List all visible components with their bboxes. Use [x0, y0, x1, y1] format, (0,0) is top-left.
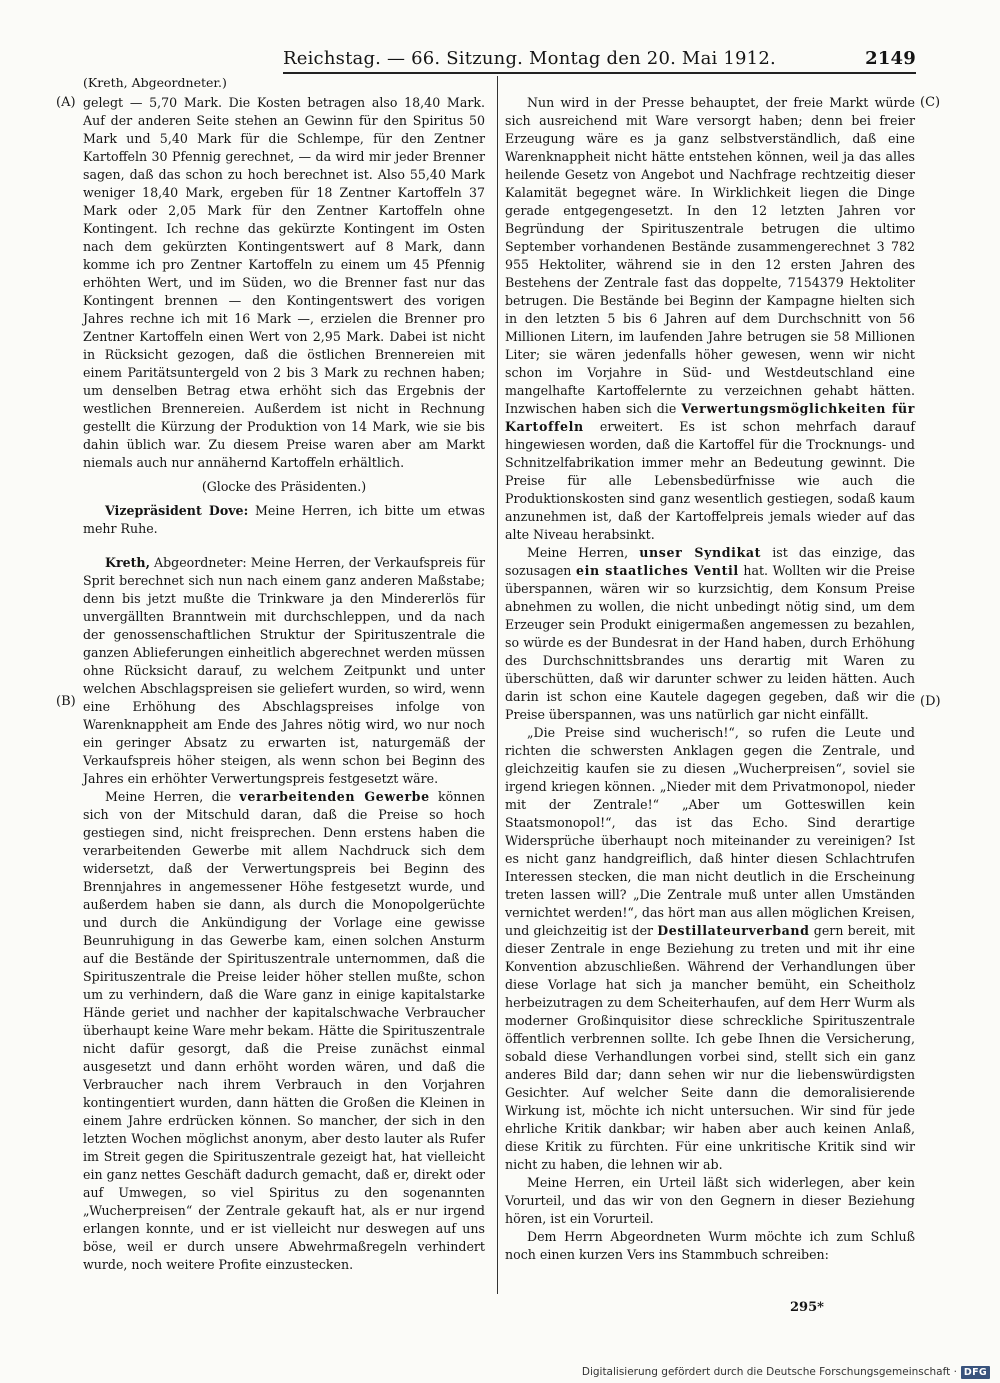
speech-text: Meine Herren, ich bitte um etwas mehr Ruhe. [83, 503, 485, 536]
speaker-name: Kreth, [105, 555, 150, 570]
margin-marker-a: (A) [56, 95, 76, 110]
speaker-head: (Kreth, Abgeordneter.) [83, 75, 227, 90]
speech-text: Meine Herren, die [105, 789, 240, 804]
paragraph [83, 788, 485, 1274]
speaker-name: Vizepräsident Dove: [105, 503, 249, 518]
emphasis: Verwertungsmöglichkeiten für Kartoffeln [505, 401, 915, 434]
margin-marker-b: (B) [56, 694, 76, 709]
margin-marker-d: (D) [920, 694, 941, 709]
paragraph [83, 502, 485, 538]
emphasis: ein staatliches Ventil [575, 563, 739, 578]
paragraph [505, 724, 915, 1174]
emphasis: unser Syndikat [639, 545, 762, 560]
paragraph: Meine Herren, ein Urteil läßt sich widerlegen, aber kein Vorurteil, und das wir von den Gegnern in dieser Beziehung hören, ist ein Vorurteil. [505, 1175, 915, 1226]
page-number: 2149 [865, 48, 916, 69]
speech-text: Nun wird in der Presse behauptet, der freie Markt würde sich ausreichend mit Ware versorgt haben; denn bei freier Erzeugung wäre es ja ganz selbstverständlich, daß eine Warenknappheit nicht hätte entstehen können, weil ja das alles heilende Gesetz von Angebot und Nachfrage rechtzeitig dieser Kalamität begegnet wäre. In Wirklichkeit liegen die Dinge gerade entgegengesetzt. In den 12 letzten Jahren vor Begründung der Spirituszentrale betrugen die ultimo September vorhandenen Bestände zusammengerechnet 3 782 955 Hektoliter, während sie in den 12 ersten Jahren des Bestehens der Zentrale fast das doppelte, 7154379 Hektoliter betrugen. Die Bestände bei Beginn der Kampagne hielten sich in den letzten 5 bis 6 Jahren auf dem Durchschnitt von 56 Millionen Litern, im laufenden Jahre betrugen sie 58 Millionen Liter; sie wären jedenfalls höher gewesen, wenn wir nicht schon im Vorjahre in Süd- und Westdeutschland eine mangelhafte Kartoffelernte zu verzeichnen gehabt hätten. Inzwischen haben sich die [505, 95, 915, 416]
speech-text: erweitert. Es ist schon mehrfach darauf hingewiesen worden, daß die Kartoffel für die Trocknungs- und Schnitzelfabrikation immer mehr an Bedeutung gewinnt. Die Preise für alle Lebensbedürfnisse wie auch die Produktionskosten sind ganz wesentlich gestiegen, sodaß kaum anzunehmen ist, daß der Kartoffelpreis jemals wieder auf das alte Niveau herabsinkt. [505, 419, 915, 542]
speech-text: gern bereit, mit dieser Zentrale in enge Beziehung zu treten und mit ihr eine Konvention abzuschließen. Während der Verhandlungen über diese Vorlage hat sich ja mancher bemüht, ein Scheitholz herbeizutragen zu dem Scheiterhaufen, auf dem Herr Wurm als moderner Großinquisitor diese schreckliche Spirituszentrale öffentlich verbrennen sollte. Ich gebe Ihnen die Versicherung, sobald diese Verhandlungen vorbei sind, stellt sich ein ganz anderes Bild dar; dann sehen wir nur die liebenswürdigsten Gesichter. Auf welcher Seite dann die demoralisierende Wirkung ist, möchte ich nicht untersuchen. Wir sind für jede ehrliche Kritik dankbar; wir haben aber auch keinen Anlaß, diese Kritik zu fürchten. Für eine unkritische Kritik sind wir nicht zu haben, die lehnen wir ab. [505, 923, 915, 1172]
emphasis: Destillateurverband [657, 923, 810, 938]
speech-text: ist das einzige, das sozusagen [505, 545, 915, 578]
margin-marker-c: (C) [920, 95, 941, 110]
speech-text: „Die Preise sind wucherisch!“, so rufen die Leute und richten die schwersten Anklagen gegen die Zentrale, und gleichzeitig kaufen sie zu diesen „Wucherpreisen“, soviel sie irgend kriegen können. „Nieder mit dem Privatmonopol, nieder mit der Zentrale!“ „Aber um Gotteswillen kein Staatsmonopol!“, das ist das Echo. Sind derartige Widersprüche überhaupt noch miteinander zu vereinigen? Ist es nicht ganz handgreiflich, daß hinter diesen Schlachtrufen Interessen stecken, die man nicht deutlich in die Erscheinung treten lassen will? „Die Zentrale muß unter allen Umständen vernichtet werden!“, das hört man aus allen möglichen Kreisen, und gleichzeitig ist der [505, 725, 915, 938]
credit-text: Digitalisierung gefördert durch die Deutsche Forschungsgemeinschaft · [581, 1366, 957, 1378]
right-column [505, 94, 915, 1264]
paragraph: Dem Herrn Abgeordneten Wurm möchte ich zum Schluß noch einen kurzen Vers ins Stammbuch schreiben: [505, 1229, 915, 1262]
signature-mark: 295* [790, 1300, 824, 1315]
speech-text: Meine Herren, [527, 545, 640, 560]
paragraph [83, 554, 485, 788]
column-divider [497, 76, 498, 1294]
paragraph [505, 94, 915, 544]
speech-text: Abgeordneter: Meine Herren, der Verkaufspreis für Sprit berechnet sich nun nach einem ganz anderen Maßstabe; denn bis jetzt mußte die Trinkware ja den Mindererlös für unvergällten Branntwein mit durchschleppen, und da nach der genossenschaftlichen Struktur der Spirituszentrale die ganzen Ablieferungen einheitlich abgerechnet werden müssen ohne Rücksicht darauf, zu welchem Zeitpunkt und unter welchen Abschlagspreisen sie geliefert wurden, so wird, wenn eine Erhöhung des Abschlagspreises infolge von Warenknappheit am Ende des Jahres nötig wird, wo nur noch ein geringer Absatz zu erwarten ist, naturgemäß der Verkaufspreis höher steigen, als wenn schon bei Beginn des Jahres ein erhöhter Verwertungspreis festgesetzt wäre. [83, 555, 485, 786]
speech-text: hat. Wollten wir die Preise überspannen, wären wir so kurzsichtig, dem Konsum Preise abnehmen zu wollen, die nicht unbedingt nötig sind, um dem Erzeuger sein Produkt einigermaßen angemessen zu bezahlen, so würde es der Bundesrat in der Hand haben, durch Erhöhung des Durchschnittsbrandes uns derartig mit Waren zu überschütten, daß wir darunter schwer zu leiden hätten. Auch darin ist schon eine Kautele dagegen gegeben, daß wir die Preise überspannen, was uns natürlich gar nicht einfällt. [505, 563, 915, 722]
running-header [283, 46, 916, 72]
paragraph: gelegt — 5,70 Mark. Die Kosten betragen also 18,40 Mark. Auf der anderen Seite stehen an Gewinn für den Spiritus 50 Mark und 5,40 Mark für die Schlempe, für den Zentner Kartoffeln 30 Pfennig gerechnet, — da wird mir jeder Brenner sagen, daß das schon zu hoch berechnet ist. Also 55,40 Mark weniger 18,40 Mark, ergeben für 18 Zentner Kartoffeln 37 Mark oder 2,05 Mark für den Zentner Kartoffeln ohne Kontingent. Ich rechne das gekürzte Kontingent im Osten nach dem gekürzten Kontingentswert auf 8 Mark, dann komme ich pro Zentner Kartoffeln zu einem um 45 Pfennig erhöhten Wert, und im Süden, wo die Brenner fast nur das Kontingent brennen — den Kontingentswert des vorigen Jahres rechne ich mit 16 Mark —, erzielen die Brenner pro Zentner Kartoffeln einen Wert von 2,95 Mark. Dabei ist nicht in Rücksicht gezogen, daß die östlichen Brennereien mit einem Paritätsuntergeld von 2 bis 3 Mark zu rechnen haben; um denselben Betrag etwa erhöht sich das Ergebnis der westlichen Brennereien. Außerdem ist nicht in Rechnung gestellt die Kürzung der Produktion von 14 Mark, wie sie bis dahin üblich war. Zu diesem Preise waren aber am Markt niemals auch nur annähernd Kartoffeln erhältlich. [83, 95, 485, 470]
paragraph [505, 544, 915, 724]
emphasis: verarbeitenden Gewerbe [239, 789, 430, 804]
dfg-logo: DFG [961, 1366, 990, 1379]
bell-note: (Glocke des Präsidenten.) [201, 479, 367, 494]
speech-text: können sich von der Mitschuld daran, daß die Preise so hoch gestiegen sind, nicht freisprechen. Denn erstens haben die verarbeitenden Gewerbe mit allem Nachdruck sich dem widersetzt, daß der Verwertungspreis bei Beginn des Brennjahres in angemessener Höhe festgesetzt wurde, und außerdem haben sie dann, als durch die Monopolgerüchte und durch die Ankündigung der Vorlage eine gewisse Beunruhigung in das Gewerbe kam, einen solchen Ansturm auf die Bestände der Spirituszentrale unternommen, daß die Spirituszentrale die Preise leider höher stellen mußte, schon um zu verhindern, daß die Ware ganz in einige kapitalstarke Hände geriet und nachher der kapitalschwache Verbraucher überhaupt keine Ware mehr bekam. Hätte die Spirituszentrale nicht dafür gesorgt, daß die Preise zunächst einmal ausgesetzt und dann erhöht worden wären, und daß die Verbraucher nach ihrem Verbrauch in den Vorjahren kontingentiert wurden, dann hätten die Großen die Kleinen in einem Jahre erdrücken können. So mancher, der sich in den letzten Wochen möglichst anonym, aber desto lauter als Rufer im Streit gegen die Spirituszentrale gezeigt hat, hat vielleicht ein ganz nettes Geschäft dadurch gemacht, daß er, direkt oder auf Umwegen, so viel Spiritus zu den sogenannten „Wucherpreisen“ der Zentrale gekauft hat, als er nur irgend erlangen konnte, und er ist vielleicht nur deswegen auf uns böse, weil er durch unsere Abwehrmaßregeln verhindert wurde, noch weitere Profite einzustecken. [83, 789, 485, 1272]
header-title: Reichstag. — 66. Sitzung. Montag den 20. Mai 1912. [283, 48, 776, 69]
left-column [83, 74, 485, 1274]
digitization-credit [582, 1364, 990, 1380]
